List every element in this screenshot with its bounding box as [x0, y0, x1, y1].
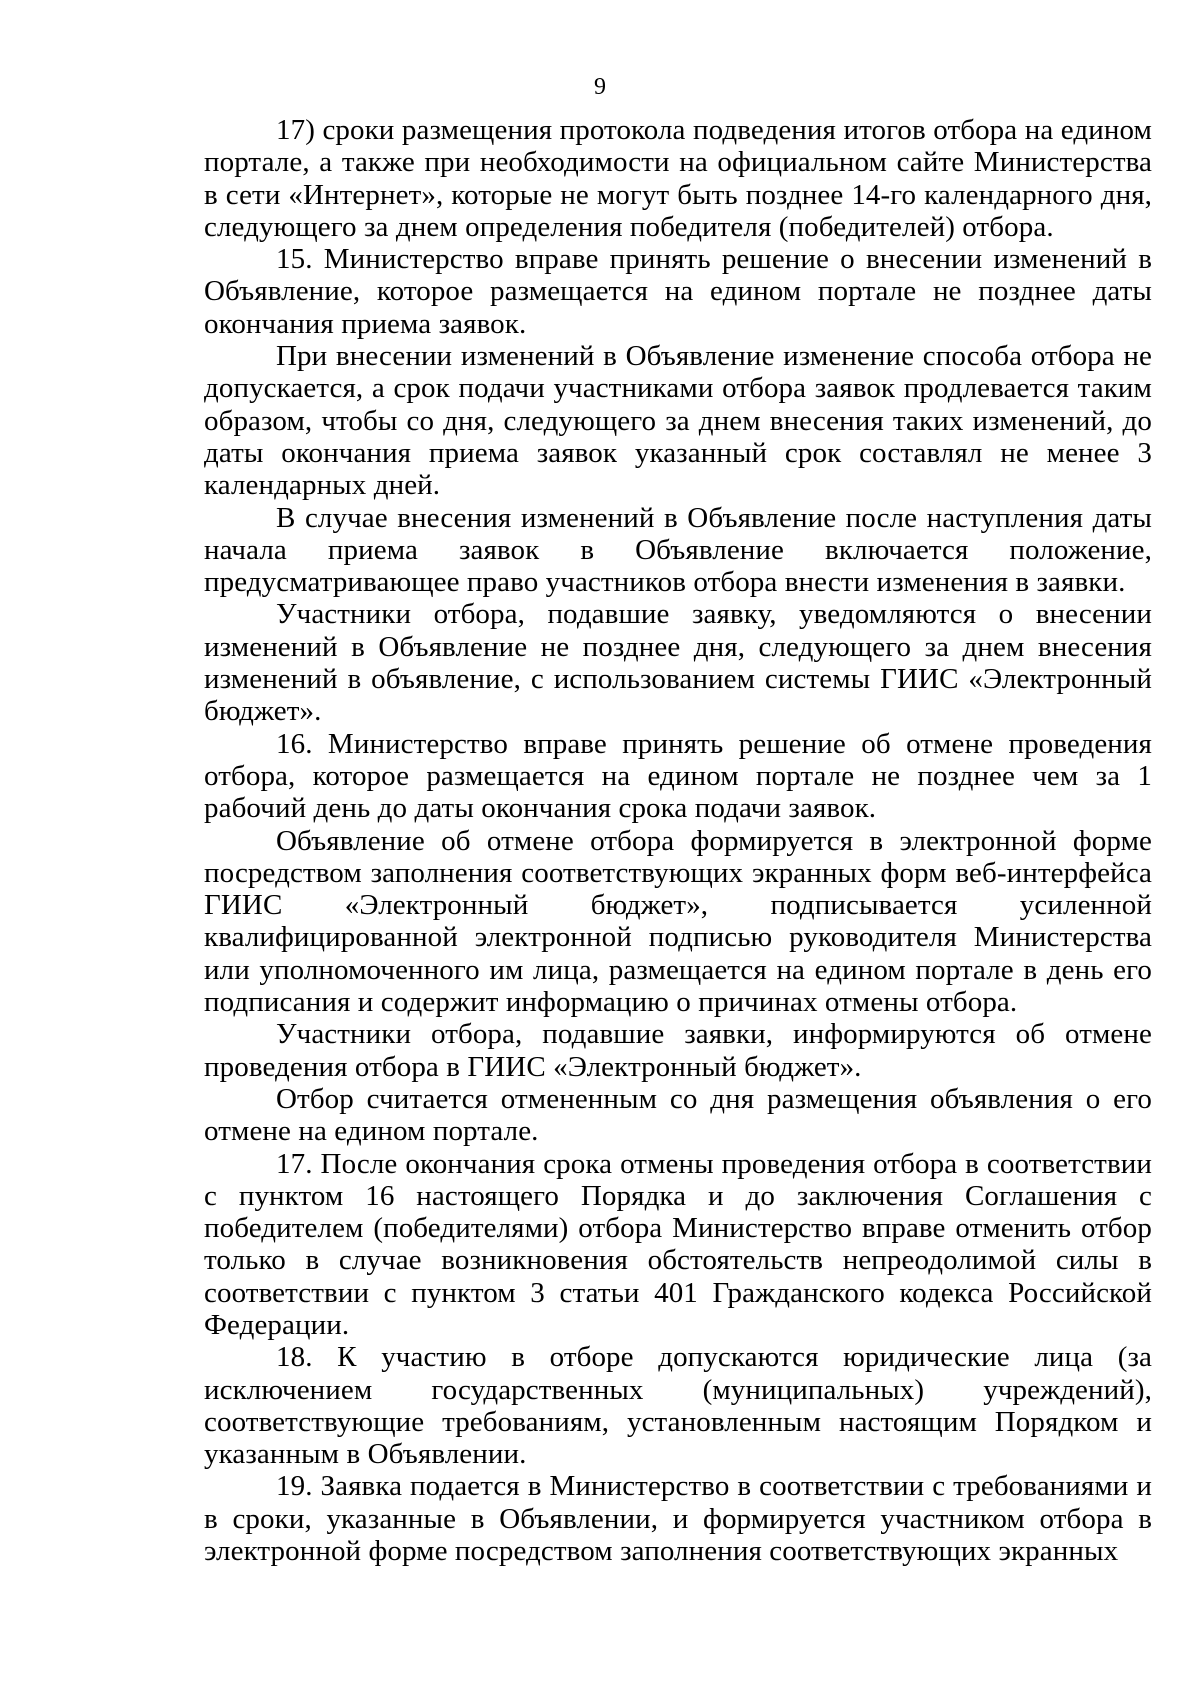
paragraph-clause-18: 18. К участию в отборе допускаются юридические лица (за исключением государственных (муниципальных) учреждений), соответствующие требованиям, установленным настоящим Порядком и указанным в Объявлении.	[204, 1341, 1152, 1471]
paragraph-clause-15: 15. Министерство вправе принять решение о внесении изменений в Объявление, которое размещается на едином портале не позднее даты окончания приема заявок.	[204, 243, 1152, 340]
paragraph-clause-17: 17. После окончания срока отмены проведения отбора в соответствии с пунктом 16 настоящего Порядка и до заключения Соглашения с победителем (победителями) отбора Министерство вправе отменить отбор только в случае возникновения обстоятельств непреодолимой силы в соответствии с пунктом 3 статьи 401 Гражданского кодекса Российской Федерации.	[204, 1147, 1152, 1341]
paragraph-clause-15-after-start: В случае внесения изменений в Объявление после наступления даты начала приема заявок в Объявление включается положение, предусматривающее право участников отбора внести изменения в заявки.	[204, 501, 1152, 599]
paragraph-clause-19: 19. Заявка подается в Министерство в соответствии с требованиями и в сроки, указанные в Объявлении, и формируется участником отбора в электронной форме посредством заполнения соответствующих экранных	[204, 1470, 1152, 1568]
paragraph-clause-15-notification: Участники отбора, подавшие заявку, уведомляются о внесении изменений в Объявление не позднее дня, следующего за днем внесения изменений в объявление, с использованием системы ГИИС «Электронный бюджет».	[204, 598, 1152, 728]
paragraph-clause-16-participants: Участники отбора, подавшие заявки, информируются об отмене проведения отбора в ГИИС «Электронный бюджет».	[204, 1018, 1152, 1083]
page-number: 9	[594, 74, 606, 100]
paragraph-clause-15-changes: При внесении изменений в Объявление изменение способа отбора не допускается, а срок подачи участниками отбора заявок продлевается таким образом, чтобы со дня, следующего за днем внесения таких изменений, до даты окончания приема заявок указанный срок составлял не менее 3 календарных дней.	[204, 340, 1152, 502]
paragraph-item-17: 17) сроки размещения протокола подведения итогов отбора на едином портале, а также при необходимости на официальном сайте Министерства в сети «Интернет», которые не могут быть позднее 14-го календарного дня, следующего за днем определения победителя (победителей) отбора.	[204, 114, 1152, 243]
paragraph-clause-16: 16. Министерство вправе принять решение об отмене проведения отбора, которое размещается на едином портале не позднее чем за 1 рабочий день до даты окончания срока подачи заявок.	[204, 727, 1152, 825]
paragraph-clause-16-cancel-notice: Объявление об отмене отбора формируется в электронной форме посредством заполнения соответствующих экранных форм веб-интерфейса ГИИС «Электронный бюджет», подписывается усиленной квалифицированной электронной подписью руководителя Министерства или уполномоченного им лица, размещается на едином портале в день его подписания и содержит информацию о причинах отмены отбора.	[204, 824, 1152, 1019]
paragraph-clause-16-cancelled: Отбор считается отмененным со дня размещения объявления о его отмене на едином портале.	[204, 1082, 1152, 1148]
document-body	[204, 114, 1152, 1567]
